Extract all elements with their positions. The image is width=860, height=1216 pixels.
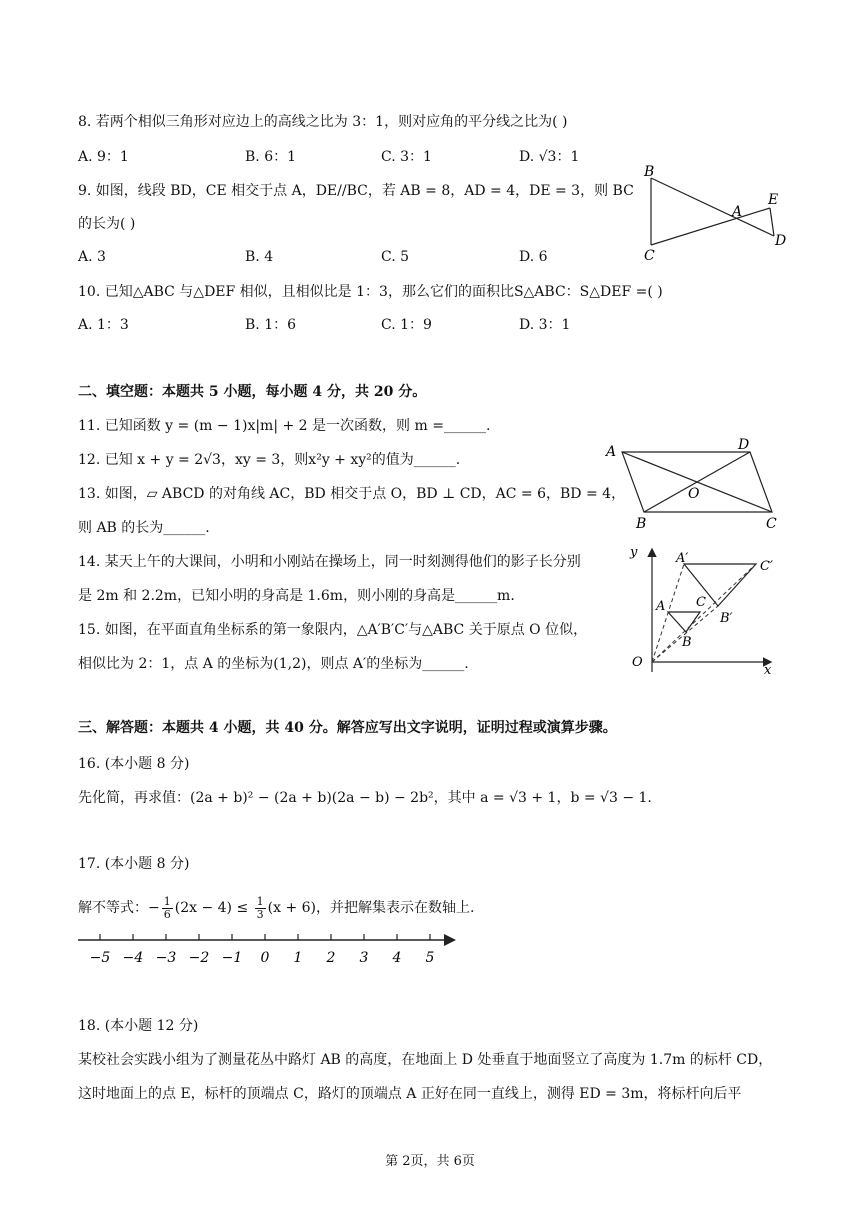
number-line-tick-label: −1 [221, 950, 243, 966]
q17-frac2-numerator: 1 [256, 894, 264, 908]
q15-label-c: C [696, 595, 706, 610]
q13-stem-line2: 则 AB 的长为______. [78, 520, 210, 536]
q8-option-b: B. 6：1 [245, 149, 297, 165]
q9-option-d: D. 6 [519, 249, 548, 265]
q9-option-b: B. 4 [245, 249, 274, 265]
q9-label-a: A [732, 204, 743, 220]
number-line-tick-label: −4 [122, 950, 144, 966]
q15-label-c-prime: C′ [760, 559, 773, 574]
q14-stem-line1: 14. 某天上午的大课间，小明和小刚站在操场上，同一时刻测得他们的影子长分别 [78, 554, 581, 570]
q9-stem-line2: 的长为( ) [78, 216, 136, 232]
number-line-tick-label: 2 [326, 950, 336, 966]
q17-fraction-2 [255, 896, 266, 921]
q16-heading: 16. (本小题 8 分) [78, 756, 190, 772]
q17-fraction-1 [162, 896, 173, 921]
q9-figure [636, 160, 796, 265]
q15-label-a-prime: A′ [676, 551, 689, 566]
q16-body: 先化简，再求值：(2a + b)² − (2a + b)(2a − b) − 2b²，其中 a = √3 + 1，b = √3 − 1. [78, 790, 652, 806]
q13-label-d: D [738, 437, 750, 453]
q17-body-post: (x + 6)，并把解集表示在数轴上. [267, 900, 475, 916]
q13-label-a: A [606, 444, 617, 460]
q10-stem: 10. 已知△ABC 与△DEF 相似，且相似比是 1：3，那么它们的面积比S△ABC：S△DEF =( ) [78, 284, 663, 300]
q8-option-a: A. 9：1 [78, 149, 129, 165]
q18-heading: 18. (本小题 12 分) [78, 1018, 199, 1034]
q9-label-e: E [768, 192, 779, 208]
number-line-tick-label: −5 [89, 950, 111, 966]
q10-option-c: C. 1：9 [381, 317, 432, 333]
section-3-heading: 三、解答题：本题共 4 小题，共 40 分。解答应写出文字说明，证明过程或演算步骤。 [78, 720, 617, 736]
q9-option-a: A. 3 [78, 249, 106, 265]
q13-label-o: O [688, 486, 700, 502]
q15-label-b: B [682, 635, 692, 650]
q17-body [78, 892, 474, 924]
q15-stem-line1: 15. 如图，在平面直角坐标系的第一象限内，△A′B′C′与△ABC 关于原点 O 位似， [78, 622, 588, 638]
q14-stem-line2: 是 2m 和 2.2m，已知小明的身高是 1.6m，则小刚的身高是______m. [78, 588, 515, 604]
q13-label-b: B [636, 516, 647, 532]
q15-label-y: y [630, 545, 638, 560]
q9-stem-line1: 9. 如图，线段 BD，CE 相交于点 A，DE//BC，若 AB = 8，AD = 4，DE = 3，则 BC [78, 183, 634, 199]
page-footer: 第 2页，共 6页 [385, 1154, 475, 1169]
number-line-tick-label: 5 [425, 950, 435, 966]
q9-label-d: D [775, 233, 787, 249]
q17-body-pre: 解不等式：− [78, 900, 160, 916]
number-line-tick-label: 4 [392, 950, 402, 966]
q9-label-c: C [644, 248, 655, 264]
section-2-heading: 二、填空题：本题共 5 小题，每小题 4 分，共 20 分。 [78, 384, 427, 400]
number-line-tick-label: 3 [359, 950, 369, 966]
q15-stem-line2: 相似比为 2：1，点 A 的坐标为(1,2)，则点 A′的坐标为______. [78, 656, 469, 672]
q15-figure [620, 540, 785, 678]
q8-option-c: C. 3：1 [381, 149, 432, 165]
q13-label-c: C [766, 516, 777, 532]
number-line-tick-label: 1 [293, 950, 303, 966]
number-line-tick-label: 0 [260, 950, 270, 966]
q12-stem: 12. 已知 x + y = 2√3，xy = 3，则x²y + xy²的值为______. [78, 452, 461, 468]
q8-option-d: D. √3：1 [519, 149, 580, 165]
q15-label-b-prime: B′ [720, 611, 733, 626]
q15-label-x: x [764, 663, 772, 678]
q9-option-c: C. 5 [381, 249, 410, 265]
q10-option-d: D. 3：1 [519, 317, 571, 333]
q15-label-a: A [656, 599, 666, 614]
q13-figure [600, 436, 790, 532]
q17-frac1-numerator: 1 [163, 894, 171, 908]
number-line-tick-label: −2 [188, 950, 210, 966]
q10-option-a: A. 1：3 [78, 317, 129, 333]
q17-body-mid: (2x − 4) ≤ [174, 900, 253, 916]
q8-stem: 8. 若两个相似三角形对应边上的高线之比为 3：1，则对应角的平分线之比为( ) [78, 114, 568, 130]
q10-option-b: B. 1：6 [245, 317, 297, 333]
q18-line2: 这时地面上的点 E，标杆的顶端点 C，路灯的顶端点 A 正好在同一直线上，测得 ED = 3m，将标杆向后平 [78, 1086, 742, 1102]
number-line-tick-label: −3 [155, 950, 177, 966]
q11-stem: 11. 已知函数 y = (m − 1)x|m| + 2 是一次函数，则 m =______. [78, 418, 491, 434]
q15-label-o: O [632, 655, 643, 670]
q17-frac2-denominator: 3 [256, 907, 264, 921]
q13-stem-line1: 13. 如图，▱ ABCD 的对角线 AC，BD 相交于点 O，BD ⊥ CD，AC = 6，BD = 4， [78, 486, 626, 502]
q18-line1: 某校社会实践小组为了测量花丛中路灯 AB 的高度，在地面上 D 处垂直于地面竖立了高度为 1.7m 的标杆 CD， [78, 1052, 773, 1068]
q17-heading: 17. (本小题 8 分) [78, 856, 190, 872]
q17-number-line [78, 928, 458, 974]
q17-frac1-denominator: 6 [163, 907, 171, 921]
q9-label-b: B [644, 164, 655, 180]
